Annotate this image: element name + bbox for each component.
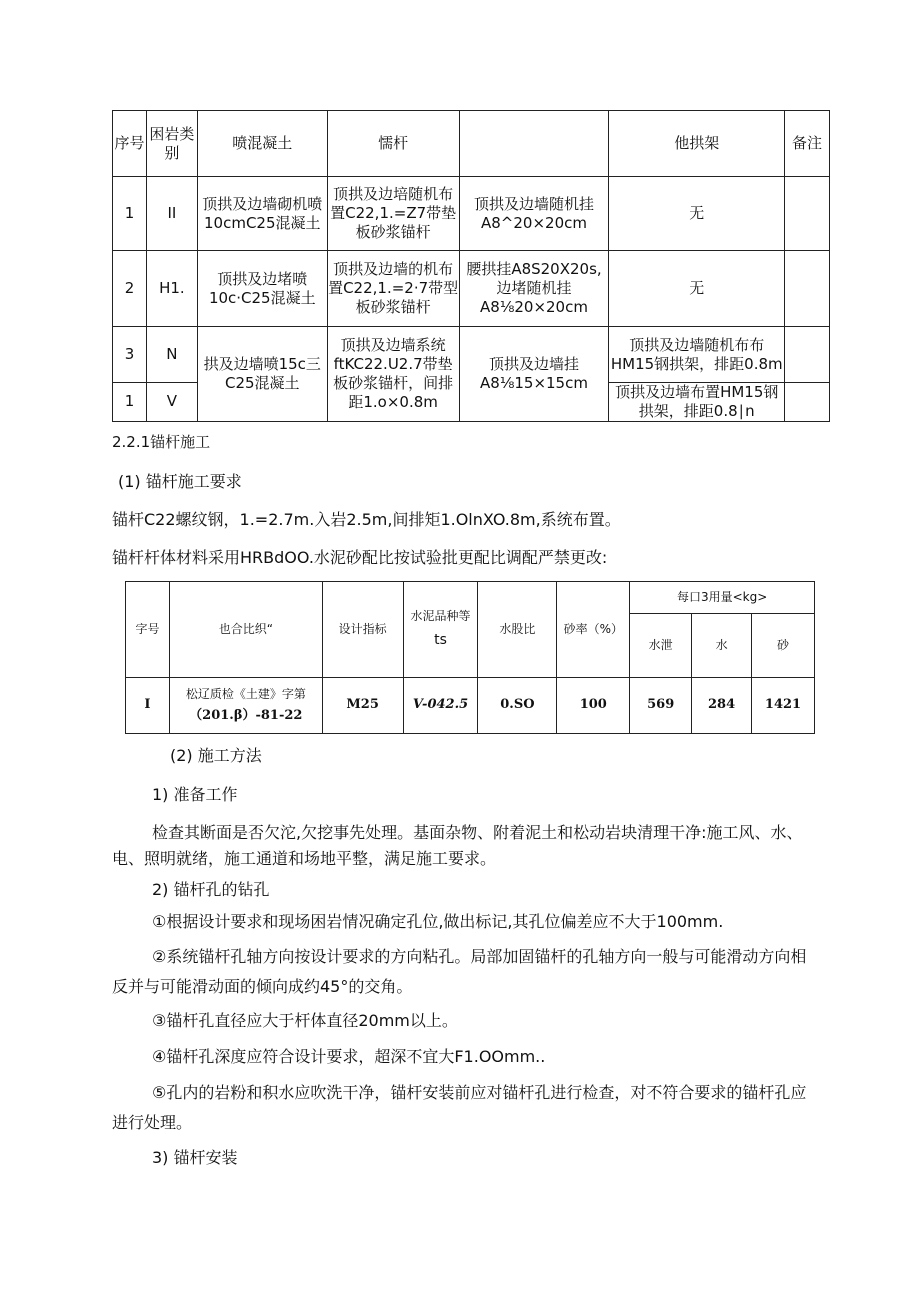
header-cell: 设计指标 — [322, 582, 403, 678]
paragraph: 锚杆C22螺纹钢，1.=2.7m.入岩2.5m,间排矩1.OlnXO.8m,系统布置。 — [112, 510, 621, 529]
subheading: 2) 锚杆孔的钻孔 — [152, 880, 270, 899]
table-cell: 无 — [609, 251, 785, 327]
table-cell: 顶拱及边墙砌机喷10cmC25混凝土 — [197, 177, 327, 251]
table-cell: V-042.5 — [403, 678, 478, 734]
header-cell: 喷混凝土 — [197, 111, 327, 177]
table-cell: 顶拱及边墙的机布置C22,1.=2·7带型板砂浆锚杆 — [327, 251, 459, 327]
table-cell: 1421 — [752, 678, 815, 734]
list-item: ③锚杆孔直径应大于杆体直径20mm以上。 — [152, 1011, 458, 1030]
table-cell — [785, 383, 830, 422]
table-cell: V — [146, 383, 197, 422]
header-cell: 砂率（%） — [557, 582, 630, 678]
table-cell: N — [146, 327, 197, 383]
header-cell: 砂 — [752, 614, 815, 678]
table-row — [113, 177, 830, 251]
cell-text: 松辽质检《土建》字第 — [185, 686, 306, 701]
header-cell: 备注 — [785, 111, 830, 177]
header-cell: 水 — [692, 614, 752, 678]
header-cell: 水股比 — [478, 582, 557, 678]
header-cell: 也合比织“ — [169, 582, 322, 678]
table-row — [126, 678, 815, 734]
cell-text: （201.β）-81-22 — [189, 707, 303, 723]
support-parameter-table — [112, 110, 830, 422]
header-cell: 懦杆 — [327, 111, 459, 177]
header-cell: 困岩类别 — [146, 111, 197, 177]
table-cell: 顶拱及边墙挂A8⅛15×15cm — [459, 327, 609, 422]
table-cell: 1 — [113, 383, 147, 422]
table-row — [113, 251, 830, 327]
subheading: (1) 锚杆施工要求 — [118, 472, 242, 491]
header-cell — [403, 582, 478, 678]
header-text: 水泥品种等 — [410, 609, 471, 624]
table-cell: 1 — [113, 177, 147, 251]
table-cell: 0.SO — [478, 678, 557, 734]
table-cell — [169, 678, 322, 734]
table-row — [113, 327, 830, 383]
table-cell: 284 — [692, 678, 752, 734]
subheading: 3) 锚杆安装 — [152, 1148, 238, 1167]
table-cell: 100 — [557, 678, 630, 734]
table-cell: M25 — [322, 678, 403, 734]
table-cell — [785, 327, 830, 383]
mix-ratio-table — [125, 581, 815, 734]
table-cell: 顶拱及边培随机布置C22,1.=Z7带垫板砂浆锚杆 — [327, 177, 459, 251]
table-cell: 顶拱及边墙系统ftKC22.U2.7带垫板砂浆锚杆，间排距1.o×0.8m — [327, 327, 459, 422]
header-cell: 水泄 — [630, 614, 692, 678]
table-cell: 顶拱及边墙随机布布HM15钢拱架，排距0.8m — [609, 327, 785, 383]
table-cell: H1. — [146, 251, 197, 327]
table-cell: 顶拱及边墙布置HM15钢拱架，排距0.8∣n — [609, 383, 785, 422]
header-cell: 他拱架 — [609, 111, 785, 177]
table-cell: 无 — [609, 177, 785, 251]
subheading: (2) 施工方法 — [170, 746, 262, 765]
paragraph: 锚杆杆体材料采用HRBdOO.水泥砂配比按试验批更配比调配严禁更改: — [112, 548, 608, 567]
table-cell: I — [126, 678, 170, 734]
table-header-row — [126, 582, 815, 614]
list-item: ④锚杆孔深度应符合设计要求，超深不宜大F1.OOmm.. — [152, 1047, 546, 1066]
table-cell — [785, 177, 830, 251]
table-cell: 3 — [113, 327, 147, 383]
table-cell: 顶拱及边墙随机挂A8^20×20cm — [459, 177, 609, 251]
table-cell: 2 — [113, 251, 147, 327]
table-cell: 顶拱及边堵喷10c·C25混凝土 — [197, 251, 327, 327]
table-cell: II — [146, 177, 197, 251]
table-cell: 拱及边墙喷15c三C25混凝土 — [197, 327, 327, 422]
subheading: 1) 准备工作 — [152, 785, 238, 804]
table-cell: 腰拱挂A8S20X20s,边堵随机挂A8⅛20×20cm — [459, 251, 609, 327]
table-cell: 569 — [630, 678, 692, 734]
header-cell: 序号 — [113, 111, 147, 177]
table-cell — [785, 251, 830, 327]
list-item: ①根据设计要求和现场困岩情况确定孔位,做出标记,其孔位偏差应不大于100mm. — [152, 912, 724, 931]
section-title: 2.2.1锚杆施工 — [112, 433, 211, 451]
list-item: ②系统锚杆孔轴方向按设计要求的方向粘孔。局部加固锚杆的孔轴方向一般与可能滑动方向相反并与可能滑动面的倾向成约45°的交角。 — [112, 947, 807, 996]
paragraph: 检查其断面是否欠沱,欠挖事先处理。基面杂物、附着泥土和松动岩块清理干净:施工风、水、电、照明就绪，施工通道和场地平整，满足施工要求。 — [112, 823, 803, 868]
header-cell: 字号 — [126, 582, 170, 678]
header-text: ts — [434, 632, 447, 649]
header-cell — [459, 111, 609, 177]
table-header-row — [113, 111, 830, 177]
header-cell: 每口3用量<kg> — [630, 582, 815, 614]
list-item: ⑤孔内的岩粉和积水应吹洗干净，锚杆安装前应对锚杆孔进行检查，对不符合要求的锚杆孔应进行处理。 — [112, 1083, 807, 1132]
